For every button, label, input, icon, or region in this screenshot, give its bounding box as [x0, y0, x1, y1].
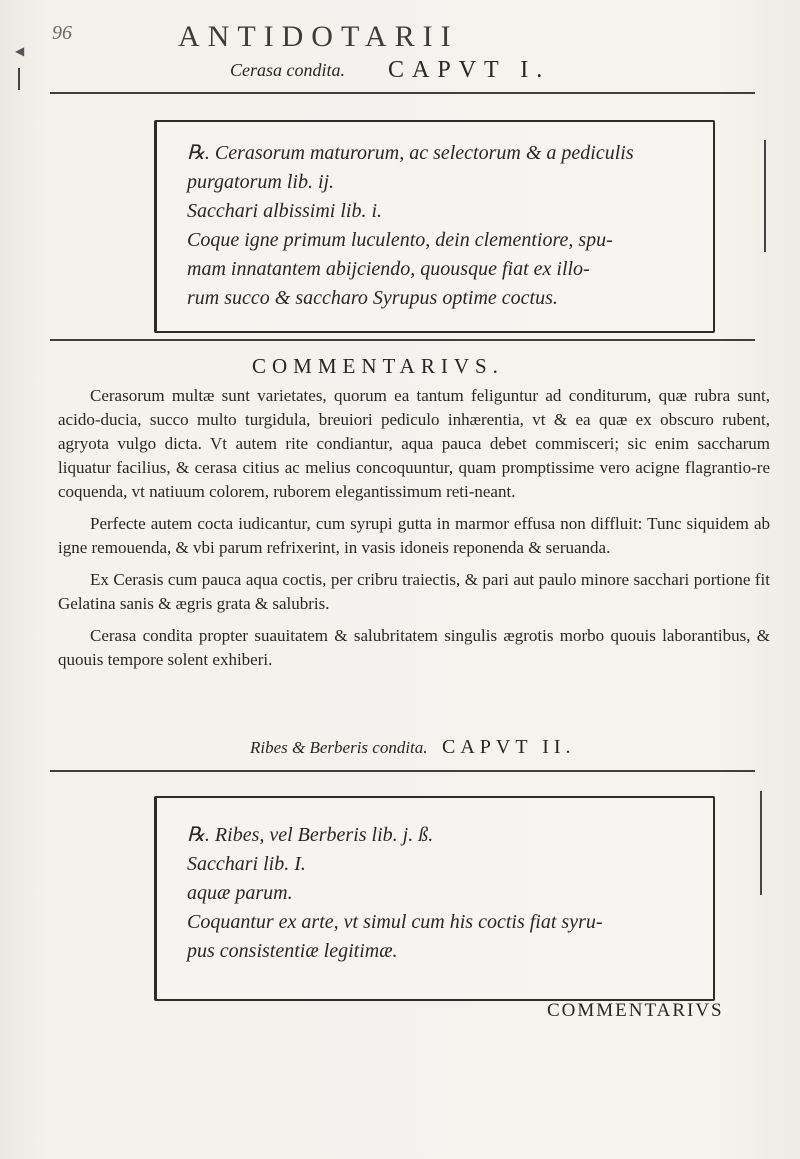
margin-mark [760, 791, 762, 895]
recipe-line: pus consistentiæ legitimæ. [187, 940, 398, 962]
commentary-paragraph: Ex Cerasis cum pauca aqua coctis, per cribru traiectis, & pari aut paulo minore sacchari portione fit Gelatina sanis & ægris grata & salubris. [58, 570, 770, 613]
recipe-line: mam innatantem abijciendo, quousque fiat ex illo- [187, 258, 590, 280]
page-number: 96 [52, 22, 72, 44]
recipe-line: Sacchari lib. I. [187, 853, 306, 875]
commentary-paragraph: Cerasa condita propter suauitatem & salubritatem singulis ægrotis morbo quouis laborantibus, & quouis tempore solent exhiberi. [58, 626, 770, 669]
catchword: COMMENTARIVS [547, 1000, 724, 1021]
margin-mark [18, 68, 20, 90]
running-title: ANTIDOTARII [178, 20, 459, 53]
chapter-number: CAPVT I. [388, 57, 551, 83]
recipe-line: Coque igne primum luculento, dein clementiore, spu- [187, 229, 613, 251]
recipe-line: Coquantur ex arte, vt simul cum his coctis fiat syru- [187, 911, 603, 933]
page-header [0, 10, 800, 58]
horizontal-rule [50, 770, 755, 772]
left-arrow-icon: ◀ [15, 44, 25, 58]
chapter-2-title [0, 736, 800, 766]
recipe-line: ℞. Ribes, vel Berberis lib. j. ß. [187, 824, 434, 846]
chapter-number: CAPVT II. [442, 736, 576, 758]
chapter-topic: Cerasa condita. [230, 60, 345, 80]
chapter-1-title [0, 58, 800, 88]
commentary-text [58, 384, 770, 680]
recipe-line: ℞. Cerasorum maturorum, ac selectorum & a pediculis [187, 142, 634, 164]
recipe-line: rum succo & saccharo Syrupus optime coctus. [187, 287, 558, 309]
chapter-topic: Ribes & Berberis condita. [250, 738, 428, 757]
recipe-box-1 [154, 120, 715, 333]
recipe-line: Sacchari albissimi lib. i. [187, 200, 382, 222]
commentary-paragraph: Cerasorum multæ sunt varietates, quorum ea tantum feliguntur ad conditurum, quæ rubra sunt, acido-ducia, succo multo turgidula, breuiori pediculo inhærentia, vt & ea quæ ex obscuro rubent, agryota vulgo dicta. Vt autem rite condiantur, aqua pauca debet commisceri; sic enim saccharum liquatur facilius, & cerasa citius ac melius concoquuntur, quam promptissime vero acigne flagrantio-re coquenda, vt natiuum colorem, ruborem elegantissimum reti-neant. [58, 386, 770, 501]
commentary-heading: COMMENTARIVS. [252, 354, 504, 378]
recipe-line: aquæ parum. [187, 882, 293, 904]
horizontal-rule [50, 92, 755, 94]
recipe-line: purgatorum lib. ij. [187, 171, 335, 193]
horizontal-rule [50, 339, 755, 341]
margin-mark [764, 140, 766, 252]
commentary-paragraph: Perfecte autem cocta iudicantur, cum syrupi gutta in marmor effusa non diffluit: Tunc siquidem ab igne remouenda, & vbi parum refrixerint, in vasis idoneis reponenda & seruanda. [58, 514, 770, 557]
recipe-box-2 [154, 796, 715, 1001]
